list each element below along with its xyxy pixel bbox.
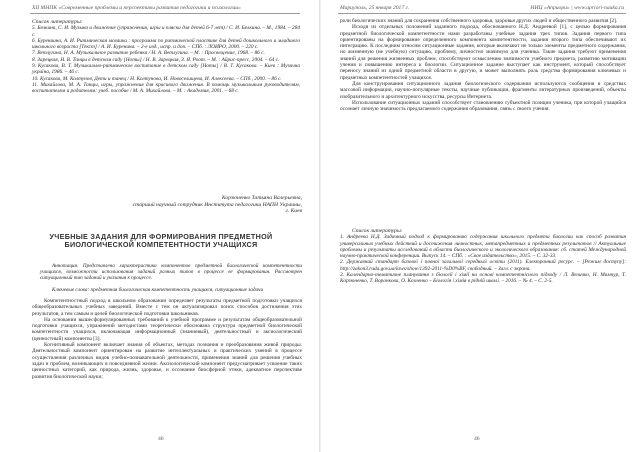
body-paragraph: На основании вышесформулированных требований к учебной программе и результатам общеобразовательной подготовки учащихся, упражнений методистами теоретически обоснована структура предметной биологической компетентности учащихся, включающая информационный (знаниевый), деятельностный и аксиологический (ценностный) компоненты [3].	[32, 316, 302, 342]
author-city: г. Киев	[285, 208, 302, 215]
reference-item: 8. Зарецкая, Н. В. Танцы в детском саду [Ноты] / Н. В. Зарецкая, З. Я. Роот. – М. : Айрис-пресс, 2004. – 64 с.	[32, 56, 280, 63]
body-paragraph: Когнитивный компонент включает знания об объектах, методах познания и преобразования живой природы. Деятельностный компонент ориентирован на развитие интеллектуальных и практических умений в процессе осуществления различных видов учебно-познавательной деятельности, применения знаний для решения учебных задач и проблем, возникающих в повседневной жизни. Аксиологический компонент предусматривает усвоение таких ценностных категорий, как природа, жизнь, здоровье, и осознание биосферной этики, адекватное перспективе развития биологической науки;	[32, 342, 302, 380]
abstract-text: Аннотация. Представлена характеристика компонентов предметной биологической компетентности учащихся, возможности использования заданий разных типов в процессе ее формирования. Рассмотрен ситуационный тип заданий и указания к процессе.	[40, 263, 302, 282]
reference-item: 11. Михайлова, М. А. Танцы, игры, упражнения для красивого движения. В помощь музыкальным руководителям, воспитателям и родителям: учеб. пособие / М. А. Михайлова. – М. : Академия, 2001. – 68 с.	[32, 81, 300, 95]
right-body	[340, 18, 626, 112]
body-paragraph: Для конструирования ситуационного задания биологического содержания используются сообщения в средствах массовой информации, научно-популярные тексты, научные публикации, фрагменты литературных произведений, объекты изобразительного и архитектурного искусства, ресурсы Интернета.	[340, 80, 626, 100]
reference-item: 2. Державний стандарт базової і повної загальної середньої освіти (2011). Електронний ресурс. – [Режим доступу]: http://zakon3.rada.gov.ua/laws/show/1392-2011-%D0%BF, свободный. – Загл. с экрана.	[340, 259, 626, 272]
article-title: УЧЕБНЫЕ ЗАДАНИЯ ДЛЯ ФОРМИРОВАНИЯ ПРЕДМЕТНОЙ БИОЛОГИЧЕСКОЙ КОМПЕТЕНТНОСТИ УЧАЩИХСЯ	[49, 232, 273, 250]
right-running-head-right: НИЦ «Априори» | www.apriori-nauka.ru	[530, 5, 624, 11]
reference-item: 10. Кусакова, М. Колтунов, Дети и танец / Н. Колтунова, И. Новоселищева, И. Алексеева. – СПб., 2000. – 86 с.	[32, 75, 282, 82]
left-header-rule	[30, 13, 300, 14]
keywords-text: Ключевые слова: предметная биологическая компетентность учащихся, ситуационные задачи	[52, 286, 264, 293]
abstract-block	[40, 258, 302, 298]
reference-item: 6. Бурениина, А. И. Ритмическая мозаика : программа по ритмической пластике для детей дошкольного и младшего школьного возраста [Текст] / А. И. Буренина. – 2-е изд., испр. и доп. – СПб. : ЛОИРО, 2000. – 220 с.	[32, 37, 300, 51]
right-header-rule	[338, 13, 626, 14]
author-name: Корзюненко Татьяна Валерьевна,	[221, 195, 302, 201]
right-page	[320, 0, 640, 452]
reference-item: 9. Кусакова, В. Т. Музыкально-ритмическое воспитание в детском саду [Ноты] / В. Т. Кусакова. – Киев : Музична україна, 1986. – 46 с.	[32, 63, 300, 76]
right-running-head-left: Мариуполь, 25 января 2017 г.	[340, 5, 410, 11]
left-running-head: XII МНПК «Современные проблемы и перспективы развития педагогики и психологии»	[32, 5, 241, 11]
right-references-heading: Список литературы:	[352, 228, 403, 234]
body-paragraph: Использование ситуационных заданий способствует становлению субъектной позиции ученика, при которой учащийся осознает личную значимость предлагаемого содержания образования, связь с своего учения.	[340, 99, 626, 113]
author-position: старший научный сотрудник Института педагогики НАПН Украины,	[132, 201, 302, 208]
right-page-number: 46	[474, 436, 480, 442]
reference-item: 1. Андреева Н.Д. Задачный подход к формированию содержания школьного предмета биологии как способ развития универсальных учебных действий и достижения личностных, метапредметных и предметных результатов // Актуальные проблемы и результаты исследований в области биологического и экологического образования: сб. статей Международной научно-практической конференции. Выпуск 14. – СПб. : «Свое издательство», 2015. – С. 32-33.	[340, 234, 626, 260]
left-page-number: 46	[158, 436, 164, 442]
body-paragraph: роли биологических знаний для сохранения собственного здоровья, здоровья других людей и общественного развития [2].	[340, 18, 618, 24]
left-references	[32, 19, 300, 95]
reference-item: 5. Белкина, С. И. Музыка и движение (упражнения, игры и пляски для детей 6-7 лет) / С. И. Белкина. – М., 1984. – 284 с.	[32, 25, 300, 38]
body-paragraph: Исходя из отдельных положений заданного подхода, обоснованного Н.Д. Андреевой [1], с целью формирования предметной биологической компетентности нами разработаны учебные задания трех типов. Задания первого типа ориентированы на формирование определенного компонента компетентности, задания второго типа обеспечивают их интеграцию. К последним относим ситуационные задания, которые включают не только элементы предметного содержания, но жизненную (не учебную) ситуацию, проблему, личностно значимую для ученика. Такие задания требуют применения знаний для решения жизненных проблем, способствуют осмыслению значимости учебного предмета, развитию мотивации учения и повышению интереса к биологии. Ситуационное задание выступает как инструмент, который способствует переносу знаний из одной предметной области в другую, и может выполнять роль средства формирования ключевых и предметных компетентностей учащихся.	[340, 24, 626, 81]
reference-item: 7. Ветлугина, Н. А. Музыкальное развитие ребенка / Н. А. Ветлугина. – М. : Просвещение, 1968. – 86 с.	[32, 50, 265, 57]
left-body	[32, 298, 302, 380]
left-references-heading: Список литературы:	[32, 19, 83, 25]
body-paragraph: Компетентностный подход в школьном образовании определяет результаты предметной подготовки учащихся общеобразовательных учебных заведений. Вместе с тем он актуализировал поиск способов достижения этих результатов, а тем самым и целей биологической подготовки школьников.	[32, 298, 302, 317]
right-references	[340, 228, 626, 285]
reference-item: 3. Календарно-тематичне планування з біології і хімії на основі компетентнісного підходу / Л. Величко, Н. Мамчур, Т. Корзюненко, Т. Воронкова, О. Козленко – Біологія і хімія в рідній школі. – 2016. – № 4. – С. 2-5.	[340, 272, 626, 285]
author-block	[133, 195, 302, 215]
